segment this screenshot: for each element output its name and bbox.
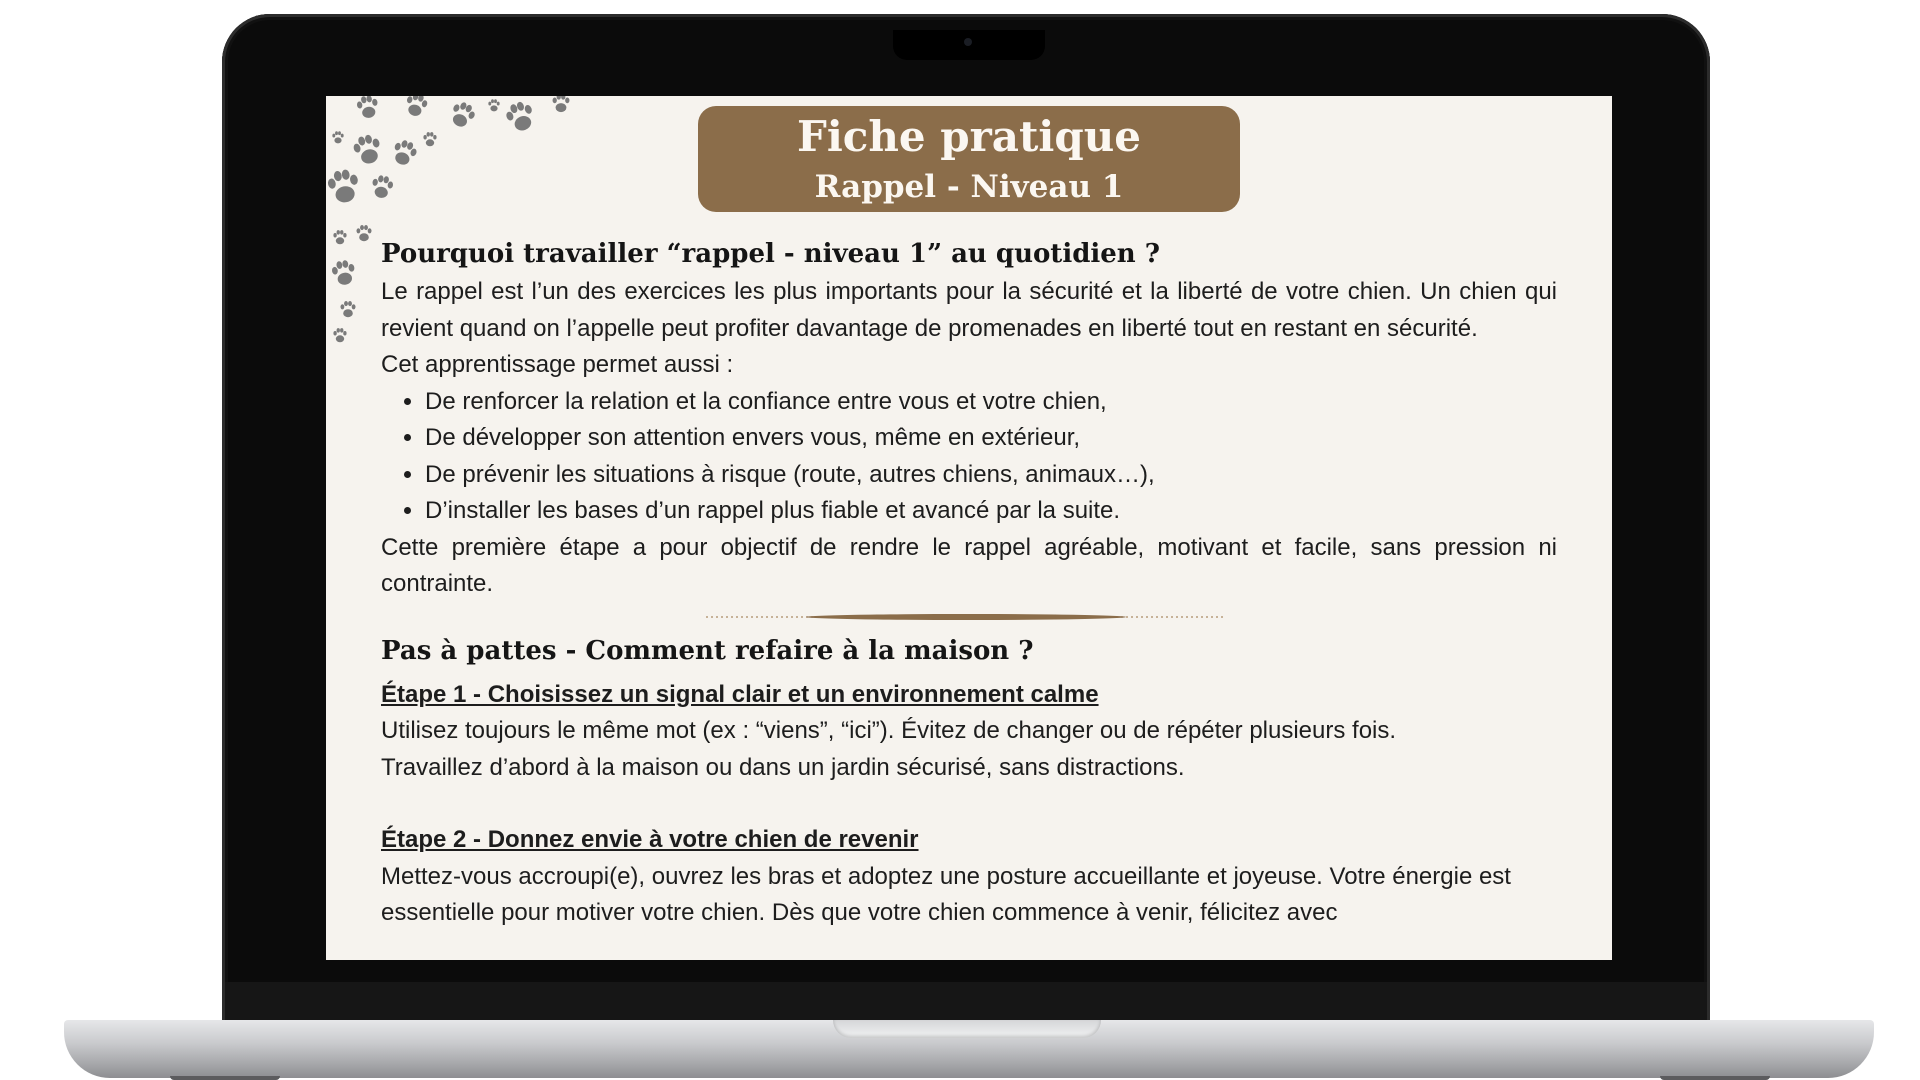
intro-paragraph: Le rappel est l’un des exercices les plus importants pour la sécurité et la liberté de votre chien. Un chien qui revient quand on l’appelle peut profiter davantage de promenades en liberté tout en restant en sécurité.	[381, 278, 1557, 342]
step-1-line: Travaillez d’abord à la maison ou dans un jardin sécurisé, sans distractions.	[381, 753, 1185, 781]
camera-icon	[964, 38, 972, 46]
section-heading-howto: Pas à pattes - Comment refaire à la maison ?	[381, 635, 1034, 666]
step-2-title: Étape 2 - Donnez envie à votre chien de revenir	[381, 826, 919, 853]
step-2-line: Mettez-vous accroupi(e), ouvrez les bras et adoptez une posture accueillante et joyeuse. Votre énergie est essentielle pour motiver votre chien. Dès que votre chien commence à venir, félicitez avec	[381, 862, 1511, 926]
list-item: • De développer son attention envers vous, même en extérieur,	[425, 420, 1557, 457]
laptop-foot-left	[170, 1076, 280, 1080]
laptop-opening-notch	[833, 1020, 1101, 1038]
section-heading-why: Pourquoi travailler “rappel - niveau 1” au quotidien ?	[381, 239, 1160, 269]
list-item: • D’installer les bases d’un rappel plus fiable et avancé par la suite.	[425, 493, 1557, 530]
document-body	[381, 236, 1557, 932]
laptop-foot-right	[1660, 1076, 1770, 1080]
list-item: • De prévenir les situations à risque (route, autres chiens, animaux…),	[425, 457, 1557, 494]
document-page[interactable]	[326, 96, 1612, 960]
document-title: Fiche pratique	[797, 112, 1141, 161]
document-subtitle: Rappel - Niveau 1	[814, 169, 1124, 205]
benefits-list	[381, 384, 1557, 530]
step-1-line: Utilisez toujours le même mot (ex : “viens”, “ici”). Évitez de changer ou de répéter plusieurs fois.	[381, 717, 1397, 744]
conclusion-paragraph: Cette première étape a pour objectif de rendre le rappel agréable, motivant et facile, sans pression ni contrainte.	[381, 533, 1557, 597]
document-header	[698, 106, 1240, 212]
list-item: • De renforcer la relation et la confiance entre vous et votre chien,	[425, 384, 1557, 421]
step-1-title: Étape 1 - Choisissez un signal clair et un environnement calme	[381, 680, 1099, 708]
section-divider	[381, 603, 1557, 629]
lead-paragraph: Cet apprentissage permet aussi :	[381, 351, 734, 378]
laptop-bezel-bottom	[225, 982, 1707, 1022]
